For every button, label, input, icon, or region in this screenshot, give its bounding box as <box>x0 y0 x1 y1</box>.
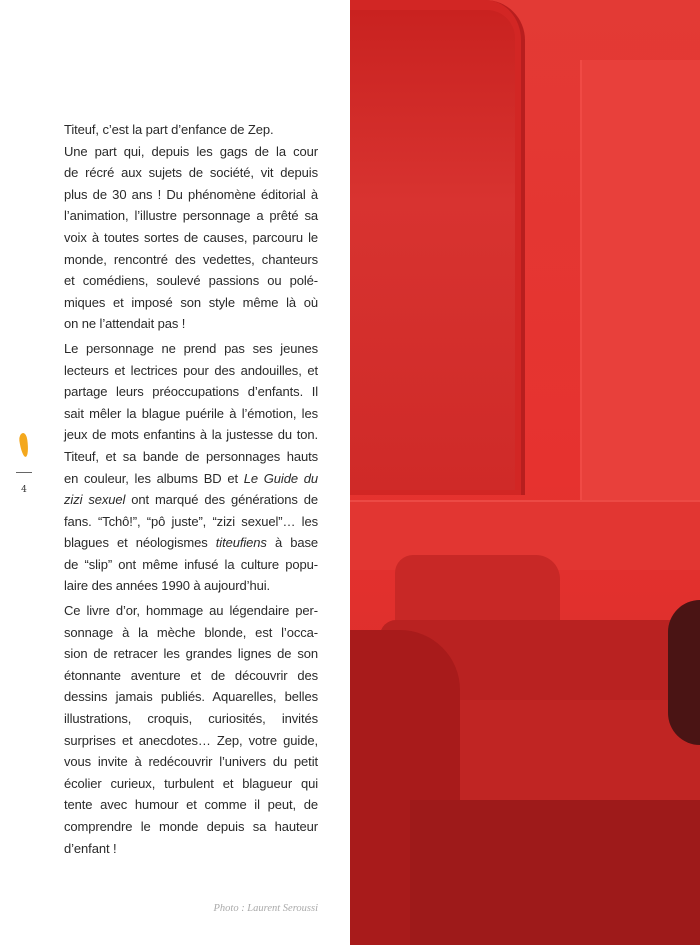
text-line: d’enfant ! <box>64 840 117 856</box>
paragraph-2 <box>64 338 318 597</box>
text-line: Ce livre d’or, hommage au légendaire per- <box>64 603 318 619</box>
text-line: voix à toutes sortes de causes, parcouru le <box>64 229 318 245</box>
text-line: plus de 30 ans ! Du phénomène éditorial à <box>64 186 318 202</box>
sofa-base <box>410 800 700 945</box>
text-line: étonnante aventure et de découvrir des <box>64 667 318 683</box>
text-line: on ne l’attendait pas ! <box>64 316 186 332</box>
text-line: écolier curieux, turbulent et blagueur qui <box>64 775 318 791</box>
text-line: fans. “Tchô!”, “pô juste”, “zizi sexuel”… les <box>64 513 318 529</box>
text-line: sait mêler la blague puérile à l’émotion, les <box>64 405 318 421</box>
italic-word: titeufiens <box>215 535 267 551</box>
text-line: comprendre le monde depuis sa hauteur <box>64 819 318 834</box>
text-line: dessins jamais publiés. Aquarelles, belles <box>64 689 318 705</box>
text-line: sonnage à la mèche blonde, est l’occa- <box>64 624 318 640</box>
text-line: vous invite à redécouvrir l’univers du petit <box>64 754 318 770</box>
photo-credit: Photo : Laurent Seroussi <box>213 903 318 914</box>
body-text <box>64 119 318 862</box>
book-title: zizi sexuel <box>64 492 126 508</box>
text-line <box>64 489 318 511</box>
text-line: miques et imposé son style même là où <box>64 294 318 310</box>
text-run: à base <box>274 535 319 551</box>
text-line: tente avec humour et comme il peut, de <box>64 797 318 813</box>
text-line: de récré aux sujets de société, vit depuis <box>64 165 318 181</box>
text-line: laire des années 1990 à aujourd’hui. <box>64 578 270 594</box>
text-line: Titeuf, et sa bande de personnages hauts <box>64 448 318 464</box>
text-line: partage leurs préoccupations d’enfants. Il <box>64 384 318 400</box>
text-line: l’animation, l’illustre personnage a prêté sa <box>64 208 318 224</box>
text-run: en couleur, les albums BD et <box>64 470 244 486</box>
paragraph-3 <box>64 600 318 859</box>
page-number: 4 <box>21 485 27 495</box>
divider <box>16 472 32 473</box>
text-line: et comédiens, soulevé passions ou polé- <box>64 273 318 289</box>
sofa-seat <box>430 700 700 810</box>
text-line: lecteurs et lectrices pour des andouilles, et <box>64 362 318 378</box>
text-line <box>64 468 318 490</box>
text-line: jeux de mots enfantins à la justesse du ton. <box>64 427 318 443</box>
text-line: surprises et anecdotes… Zep, votre guide, <box>64 732 318 748</box>
text-line: Le personnage ne prend pas ses jeunes <box>64 340 318 356</box>
mirror-glass <box>350 10 515 490</box>
text-line: illustrations, croquis, curiosités, invités <box>64 711 318 727</box>
text-run: blagues et néologismes <box>64 535 216 551</box>
text-line: sion de retracer les grandes lignes de son <box>64 646 318 662</box>
red-photo <box>350 0 700 945</box>
text-line <box>64 532 318 554</box>
text-line: monde, rencontré des vedettes, chanteurs <box>64 251 318 267</box>
flame-logo-icon <box>18 433 29 458</box>
text-line: de “slip” ont même infusé la culture popu- <box>64 556 318 572</box>
dark-figure <box>668 600 700 745</box>
text-line: Titeuf, c’est la part d’enfance de Zep. <box>64 122 274 137</box>
wall-panel <box>580 60 700 500</box>
paragraph-1 <box>64 119 318 335</box>
text-line: Une part qui, depuis les gags de la cour <box>64 143 318 159</box>
text-run: ont marqué des générations de <box>131 492 318 508</box>
book-title: Le Guide du <box>243 470 318 486</box>
